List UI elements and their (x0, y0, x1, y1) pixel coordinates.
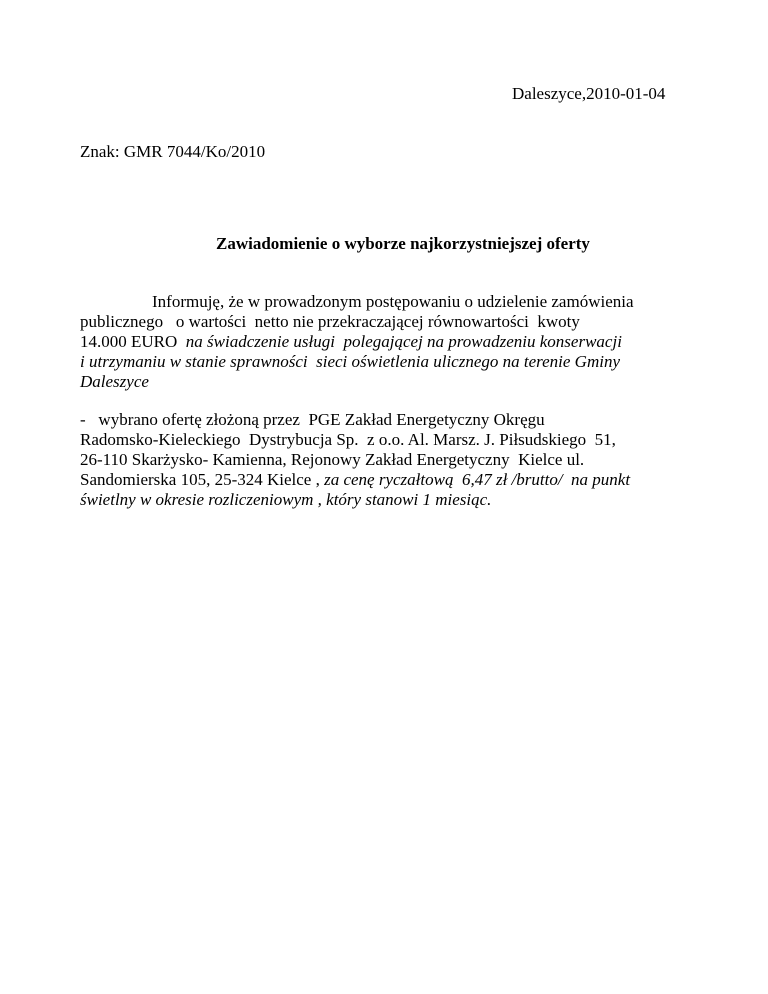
service-description-line: i utrzymaniu w stanie sprawności sieci oświetlenia ulicznego na terenie Gminy (80, 352, 621, 371)
paragraph-line: - wybrano ofertę złożoną przez PGE Zakład Energetyczny Okręgu (80, 410, 545, 429)
paragraph-line: Radomsko-Kieleckiego Dystrybucja Sp. z o.o. Al. Marsz. J. Piłsudskiego 51, (80, 430, 616, 449)
service-description: na świadczenie usługi polegającej na prowadzeniu konserwacji (185, 332, 622, 351)
reference-number: Znak: GMR 7044/Ko/2010 (80, 142, 266, 161)
service-description-line: Daleszyce (80, 372, 149, 391)
paragraph-text: Sandomierska 105, 25-324 Kielce , (80, 470, 325, 489)
paragraph-line: 26-110 Skarżysko- Kamienna, Rejonowy Zakład Energetyczny Kielce ul. (80, 450, 585, 469)
paragraph-line: Informuję, że w prowadzonym postępowaniu o udzielenie zamówienia (152, 292, 634, 311)
price-text: za cenę ryczałtową 6,47 zł /brutto/ na punkt (324, 470, 631, 489)
price-text-line: świetlny w okresie rozliczeniowym , który stanowi 1 miesiąc. (80, 490, 492, 509)
paragraph-text: 14.000 EURO (80, 332, 186, 351)
document-title: Zawiadomienie o wyborze najkorzystniejszej oferty (216, 234, 590, 253)
paragraph-line (80, 332, 622, 352)
paragraph-line (80, 470, 630, 490)
place-date: Daleszyce,2010-01-04 (512, 84, 666, 103)
paragraph-line: publicznego o wartości netto nie przekraczającej równowartości kwoty (80, 312, 580, 331)
